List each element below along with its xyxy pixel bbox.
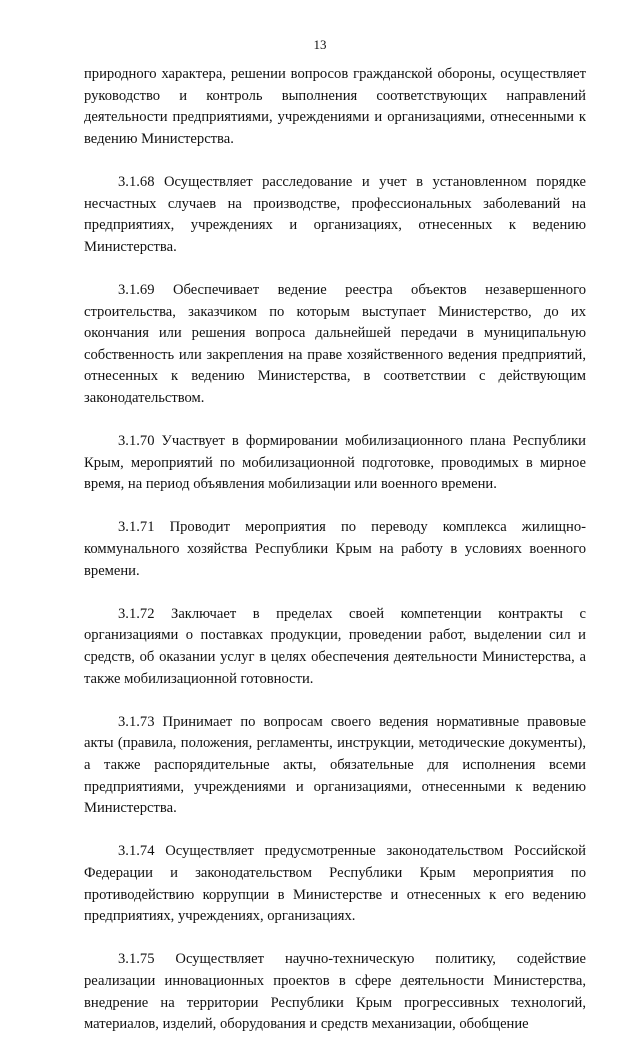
paragraph-3-1-71: 3.1.71 Проводит мероприятия по переводу комплекса жилищно-коммунального хозяйства Республики Крым на работу в условиях военного времени. xyxy=(84,519,586,579)
paragraph-3-1-74: 3.1.74 Осуществляет предусмотренные законодательством Российской Федерации и законодательством Республики Крым мероприятия по противодействию коррупции в Министерстве и отнесенных к его ведению предприятиях, учреждениях, организациях. xyxy=(84,843,586,925)
paragraph-3-1-70: 3.1.70 Участвует в формировании мобилизационного плана Республики Крым, мероприятий по мобилизационной подготовке, проводимых в мирное время, на период объявления мобилизации или военного времени. xyxy=(84,433,586,493)
paragraph-3-1-73: 3.1.73 Принимает по вопросам своего ведения нормативные правовые акты (правила, положения, регламенты, инструкции, методические документы), а также распорядительные акты, обязательные для исполнения всеми предприятиями, учреждениями и организациями, отнесенными к ведению Министерства. xyxy=(84,713,586,817)
paragraph-3-1-75: 3.1.75 Осуществляет научно-техническую политику, содействие реализации инновационных проектов в сфере деятельности Министерства, внедрение на территории Республики Крым прогрессивных технологий, материалов, изделий, оборудования и средств механизации, обобщение xyxy=(84,951,586,1033)
paragraph-continuation: природного характера, решении вопросов гражданской обороны, осуществляет руководство и контроль выполнения соответствующих направлений деятельности предприятиями, учреждениями и организациями, отнесенными к ведению Министерства. xyxy=(84,66,586,147)
page-number: 13 xyxy=(313,37,327,52)
paragraph-3-1-69: 3.1.69 Обеспечивает ведение реестра объектов незавершенного строительства, заказчиком по которым выступает Министерство, до их окончания или решения вопроса дальнейшей передачи в муниципальную собственность или закрепления на праве хозяйственного ведения предприятий, отнесенных к ведению Министерства, в соответствии с действующим законодательством. xyxy=(84,281,586,406)
document-body xyxy=(84,64,586,1057)
paragraph-3-1-72: 3.1.72 Заключает в пределах своей компетенции контракты с организациями о поставках продукции, проведении работ, выделении сил и средств, об оказании услуг в целях обеспечения деятельности Министерства, а также мобилизационной готовности. xyxy=(84,605,586,687)
paragraph-3-1-68: 3.1.68 Осуществляет расследование и учет в установленном порядке несчастных случаев на производстве, профессиональных заболеваний на предприятиях, учреждениях и организациях, отнесенных к ведению Министерства. xyxy=(84,173,586,255)
